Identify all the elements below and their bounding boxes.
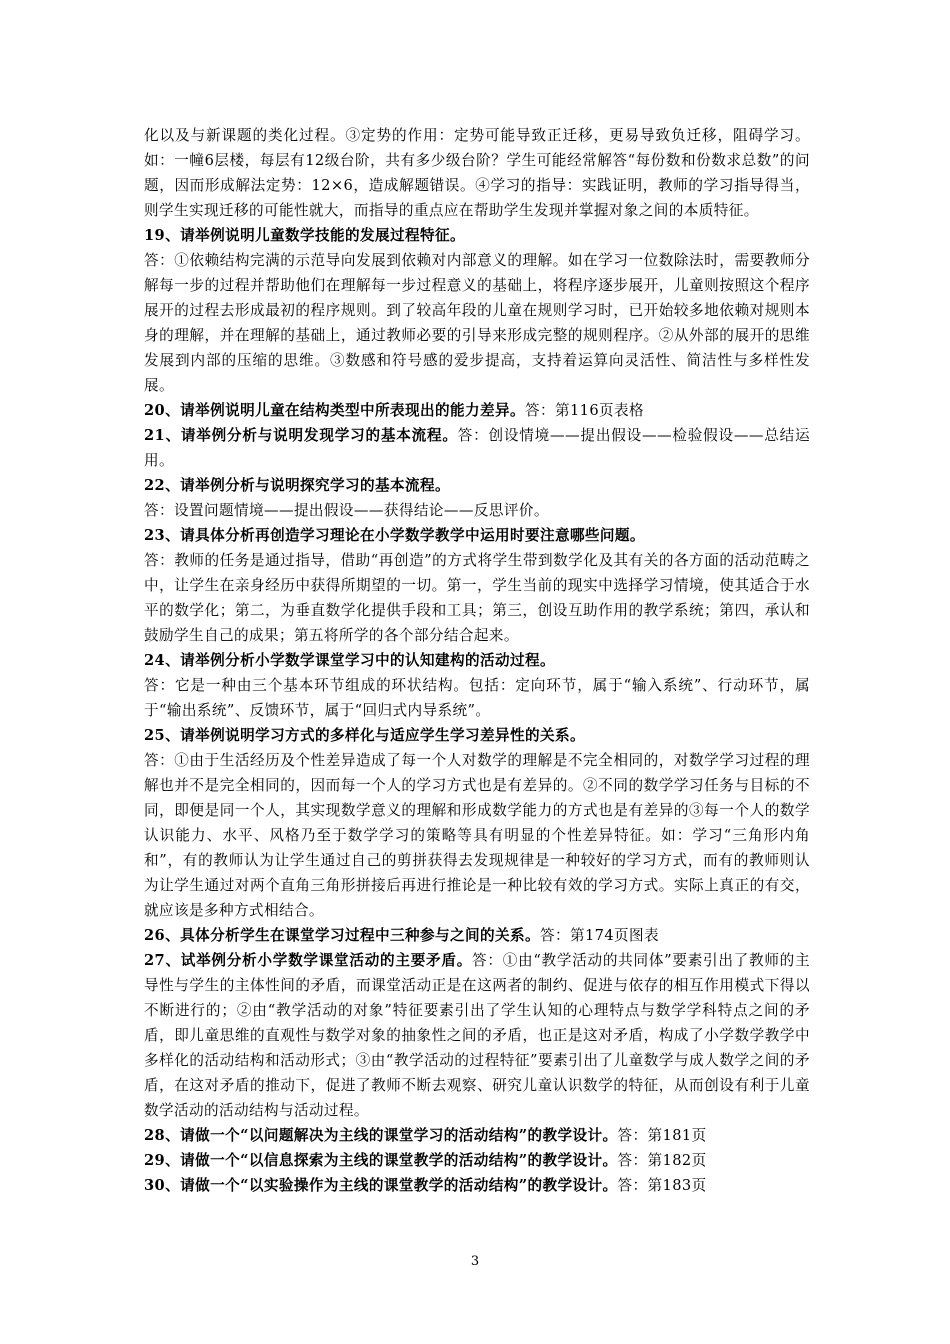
page-content (144, 123, 810, 1198)
question-29: 29、请做一个“以信息探索为主线的课堂教学的活动结构”的教学设计。答：第182页 (144, 1152, 707, 1169)
question-23: 23、请具体分析再创造学习理论在小学数学教学中运用时要注意哪些问题。 (144, 527, 645, 544)
question-20: 20、请举例说明儿童在结构类型中所表现出的能力差异。答：第116页表格 (144, 402, 644, 419)
question-22: 22、请举例分析与说明探究学习的基本流程。 (144, 477, 450, 494)
answer-25: 答：①由于生活经历及个性差异造成了每一个人对数学的理解是不完全相同的，对数学学习过程的理解也并不是完全相同的，因而每一个人的学习方式也是有差异的。②不同的数学学习任务与目标的不同，即便是同一个人，其实现数学意义的理解和形成数学能力的方式也是有差异的③每一个人的数学认识能力、水平、风格乃至于数学学习的策略等具有明显的个性差异特征。如：学习“三角形内角和”，有的教师认为让学生通过自己的剪拼获得去发现规律是一种较好的学习方式，而有的教师则认为让学生通过对两个直角三角形拼接后再进行推论是一种比较有效的学习方式。实际上真正的有交，就应该是多种方式相结合。 (144, 752, 810, 919)
question-21: 21、请举例分析与说明发现学习的基本流程。答：创设情境——提出假设——检验假设——总结运用。 (144, 427, 810, 469)
question-25: 25、请举例说明学习方式的多样化与适应学生学习差异性的关系。 (144, 727, 585, 744)
question-28: 28、请做一个“以问题解决为主线的课堂学习的活动结构”的教学设计。答：第181页 (144, 1127, 707, 1144)
answer-22: 答：设置问题情境——提出假设——获得结论——反思评价。 (144, 502, 549, 519)
answer-23: 答：教师的任务是通过指导，借助“再创造”的方式将学生带到数学化及其有关的各方面的活动范畴之中，让学生在亲身经历中获得所期望的一切。第一，学生当前的现实中选择学习情境，使其适合于水平的数学化；第二，为垂直数学化提供手段和工具；第三，创设互助作用的教学系统；第四，承认和鼓励学生自己的成果；第五将所学的各个部分结合起来。 (144, 552, 810, 644)
question-26: 26、具体分析学生在课堂学习过程中三种参与之间的关系。答：第174页图表 (144, 927, 659, 944)
paragraph-0: 化以及与新课题的类化过程。③定势的作用：定势可能导致正迁移，更易导致负迁移，阻碍学习。如：一幢6层楼，每层有12级台阶，共有多少级台阶？学生可能经常解答“每份数和份数求总数”的问题，因而形成解法定势：12×6，造成解题错误。④学习的指导：实践证明，教师的学习指导得当，则学生实现迁移的可能性就大，而指导的重点应在帮助学生发现并掌握对象之间的本质特征。 (144, 127, 810, 219)
page-number: 3 (470, 1254, 480, 1269)
question-24: 24、请举例分析小学数学课堂学习中的认知建构的活动过程。 (144, 652, 555, 669)
answer-19: 答：①依赖结构完满的示范导向发展到依赖对内部意义的理解。如在学习一位数除法时，需要教师分解每一步的过程并帮助他们在理解每一步过程意义的基础上，将程序逐步展开，儿童则按照这个程序展开的过程去形成最初的程序规则。到了较高年段的儿童在规则学习时，已开始较多地依赖对规则本身的理解，并在理解的基础上，通过教师必要的引导来形成完整的规则程序。②从外部的展开的思维发展到内部的压缩的思维。③数感和符号感的爱步提高，支持着运算向灵活性、简洁性与多样性发展。 (144, 252, 810, 394)
question-30: 30、请做一个“以实验操作为主线的课堂教学的活动结构”的教学设计。答：第183页 (144, 1177, 707, 1194)
question-19: 19、请举例说明儿童数学技能的发展过程特征。 (144, 227, 465, 244)
answer-24: 答：它是一种由三个基本环节组成的环状结构。包括：定向环节，属于“输入系统”、行动环节，属于“输出系统”、反馈环节，属于“回归式内导系统”。 (144, 677, 810, 719)
question-27: 27、试举例分析小学数学课堂活动的主要矛盾。答：①由“教学活动的共同体”要素引出了教师的主导性与学生的主体性间的矛盾，而课堂活动正是在这两者的制约、促进与依存的相互作用模式下得以不断进行的；②由“教学活动的对象”特征要素引出了学生认知的心理特点与数学学科特点之间的矛盾，即儿童思维的直观性与数学对象的抽象性之间的矛盾，也正是这对矛盾，构成了小学数学教学中多样化的活动结构和活动形式；③由“教学活动的过程特征”要素引出了儿童数学与成人数学之间的矛盾，在这对矛盾的推动下，促进了教师不断去观察、研究儿童认识数学的特征，从而创设有利于儿童数学活动的活动结构与活动过程。 (144, 952, 810, 1119)
